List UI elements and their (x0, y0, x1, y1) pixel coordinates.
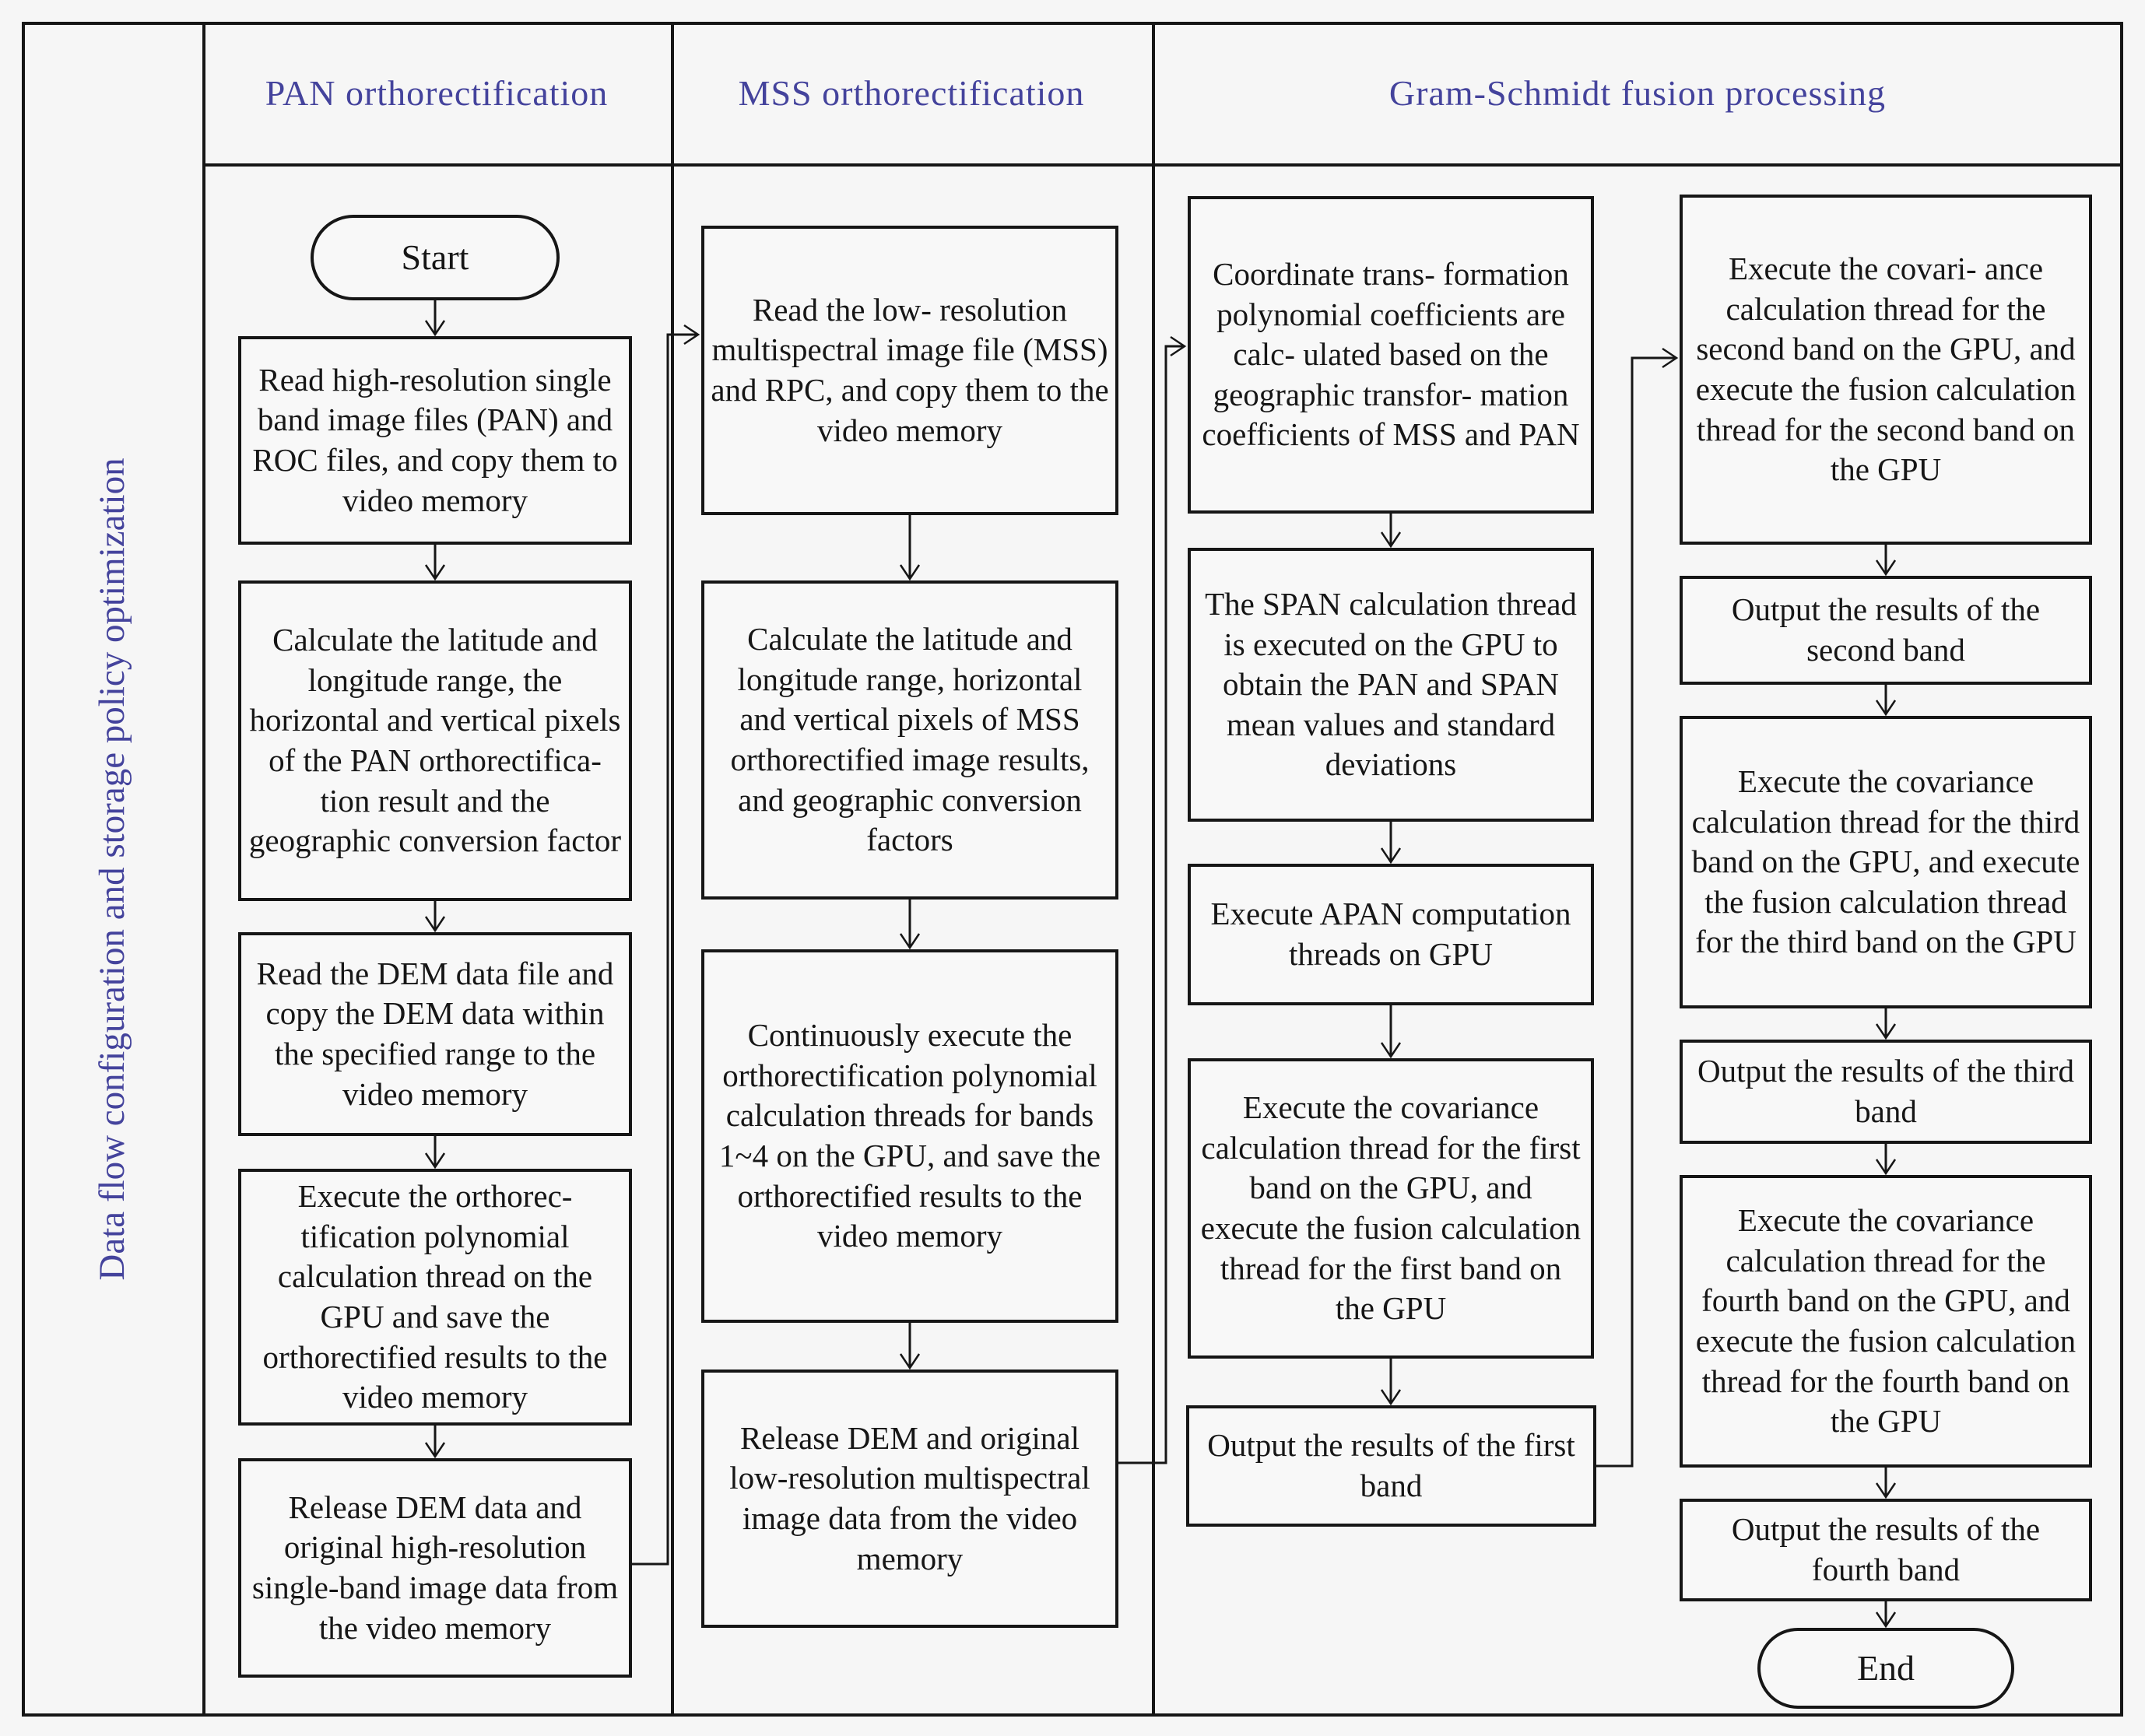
lane-divider-pan-mss (671, 22, 674, 1717)
node-gs-coord: Coordinate trans- formation polynomial coefficients are calc- ulated based on the geographic transfor- mation coefficients of MSS and PAN (1188, 196, 1594, 514)
node-pan-release: Release DEM data and original high-resolution single-band image data from the video memory (238, 1458, 632, 1678)
node-gs-out4: Output the results of the fourth band (1680, 1499, 2092, 1601)
node-gs-band2: Execute the covari- ance calculation thread for the second band on the GPU, and execute the fusion calculation thread for the second band on the GPU (1680, 195, 2092, 545)
node-gs-out2: Output the results of the second band (1680, 576, 2092, 685)
node-gs-band3: Execute the covariance calculation thread for the third band on the GPU, and execute the fusion calculation thread for the third band on the GPU (1680, 716, 2092, 1008)
node-pan-calc: Calculate the latitude and longitude range, the horizontal and vertical pixels of the PAN orthorectifica- tion result and the geographic conversion factor (238, 580, 632, 901)
lane-header-mss: MSS orthorectification (738, 72, 1085, 113)
node-start: Start (311, 215, 560, 300)
lane-header-pan: PAN orthorectification (265, 72, 609, 113)
node-pan-dem: Read the DEM data file and copy the DEM data within the specified range to the video memory (238, 932, 632, 1136)
node-pan-exec: Execute the orthorec- tification polynomial calculation thread on the GPU and save the orthorectified results to the video memory (238, 1169, 632, 1426)
lane-header-gram-schmidt: Gram-Schmidt fusion processing (1388, 72, 1887, 113)
node-gs-span: The SPAN calculation thread is executed on the GPU to obtain the PAN and SPAN mean values and standard deviations (1188, 548, 1594, 822)
node-mss-exec: Continuously execute the orthorectification polynomial calculation threads for bands 1~4 on the GPU, and save the orthorectified results to the video memory (701, 949, 1118, 1323)
side-label: Data flow configuration and storage policy optimization (92, 458, 132, 1281)
node-pan-read: Read high-resolution single band image files (PAN) and ROC files, and copy them to video memory (238, 336, 632, 545)
header-separator (202, 163, 2123, 167)
node-mss-read: Read the low- resolution multispectral image file (MSS) and RPC, and copy them to the video memory (701, 226, 1118, 515)
node-end: End (1757, 1628, 2014, 1709)
node-gs-out3: Output the results of the third band (1680, 1040, 2092, 1144)
node-gs-out1: Output the results of the first band (1186, 1405, 1596, 1527)
node-mss-release: Release DEM and original low-resolution multispectral image data from the video memory (701, 1370, 1118, 1628)
node-gs-band1: Execute the covariance calculation thread for the first band on the GPU, and execute the fusion calculation thread for the first band on the GPU (1188, 1058, 1594, 1359)
node-gs-apan: Execute APAN computation threads on GPU (1188, 864, 1594, 1005)
lane-divider-mss-gs (1152, 22, 1155, 1717)
node-gs-band4: Execute the covariance calculation thread for the fourth band on the GPU, and execute the fusion calculation thread for the fourth band on the GPU (1680, 1175, 2092, 1468)
lane-divider-label (202, 22, 205, 1717)
node-mss-calc: Calculate the latitude and longitude range, horizontal and vertical pixels of MSS orthorectified image results, and geographic conversion factors (701, 580, 1118, 900)
